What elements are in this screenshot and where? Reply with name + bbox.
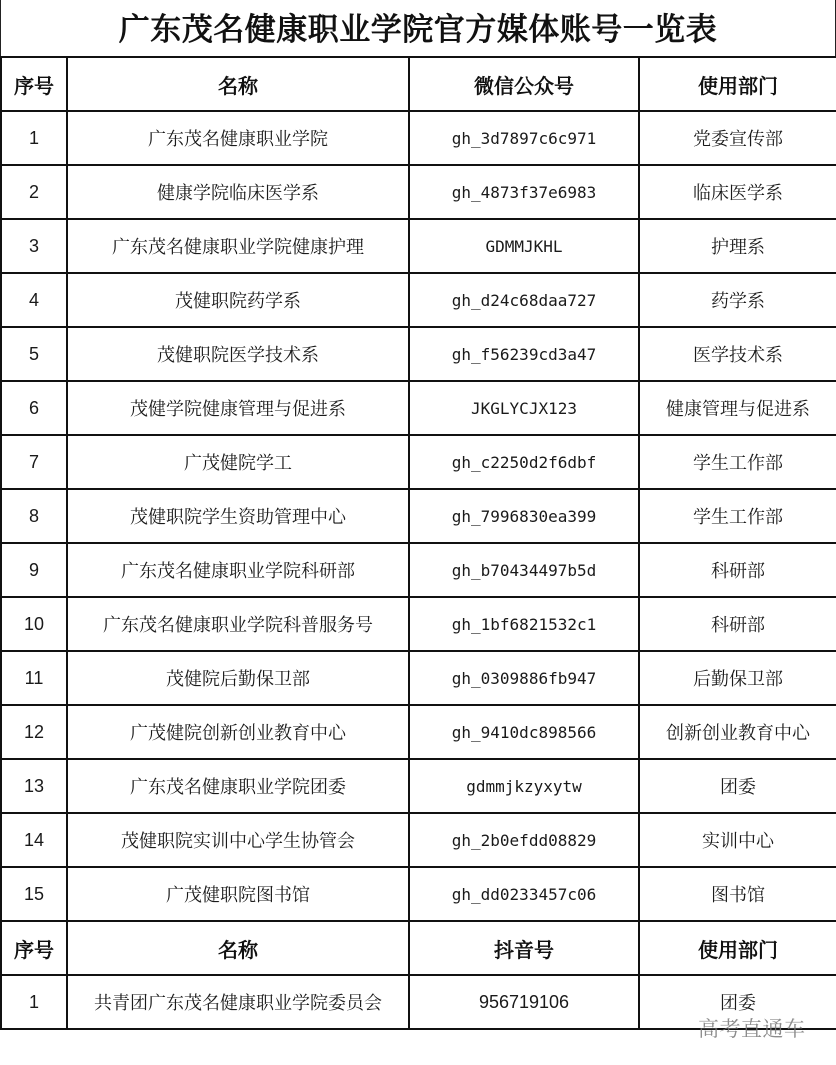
row-account-name: 广茂健院学工 xyxy=(67,435,409,489)
row-department: 创新创业教育中心 xyxy=(639,705,836,759)
table-row xyxy=(1,435,836,489)
table-row xyxy=(1,543,836,597)
row-account-id: gh_4873f37e6983 xyxy=(409,165,639,219)
row-department: 学生工作部 xyxy=(639,489,836,543)
row-account-id: gh_c2250d2f6dbf xyxy=(409,435,639,489)
row-account-id: gdmmjkzyxytw xyxy=(409,759,639,813)
table-row xyxy=(1,813,836,867)
table-row xyxy=(1,705,836,759)
row-account-name: 茂健院后勤保卫部 xyxy=(67,651,409,705)
row-index: 14 xyxy=(1,813,67,867)
row-account-name: 茂健职院药学系 xyxy=(67,273,409,327)
page-title: 广东茂名健康职业学院官方媒体账号一览表 xyxy=(0,0,836,56)
row-index: 13 xyxy=(1,759,67,813)
row-account-name: 茂健学院健康管理与促进系 xyxy=(67,381,409,435)
table-row xyxy=(1,597,836,651)
row-department: 团委 xyxy=(639,975,836,1029)
row-index: 12 xyxy=(1,705,67,759)
header-index: 序号 xyxy=(1,57,67,111)
table-row xyxy=(1,489,836,543)
douyin-header-row xyxy=(1,921,836,975)
header-index: 序号 xyxy=(1,921,67,975)
row-account-name: 广东茂名健康职业学院团委 xyxy=(67,759,409,813)
table-row xyxy=(1,219,836,273)
table-row xyxy=(1,759,836,813)
row-account-name: 广东茂名健康职业学院 xyxy=(67,111,409,165)
row-index: 3 xyxy=(1,219,67,273)
row-department: 党委宣传部 xyxy=(639,111,836,165)
row-index: 2 xyxy=(1,165,67,219)
row-account-id: JKGLYCJX123 xyxy=(409,381,639,435)
header-wechat-account: 微信公众号 xyxy=(409,57,639,111)
table-row xyxy=(1,867,836,921)
wechat-accounts-body xyxy=(1,111,836,921)
row-index: 4 xyxy=(1,273,67,327)
row-account-id: gh_f56239cd3a47 xyxy=(409,327,639,381)
table-row xyxy=(1,111,836,165)
row-department: 护理系 xyxy=(639,219,836,273)
row-index: 5 xyxy=(1,327,67,381)
row-index: 9 xyxy=(1,543,67,597)
table-row xyxy=(1,273,836,327)
row-account-name: 广茂健院创新创业教育中心 xyxy=(67,705,409,759)
header-name: 名称 xyxy=(67,57,409,111)
row-department: 健康管理与促进系 xyxy=(639,381,836,435)
row-index: 6 xyxy=(1,381,67,435)
row-department: 科研部 xyxy=(639,543,836,597)
row-account-id: gh_2b0efdd08829 xyxy=(409,813,639,867)
row-index: 15 xyxy=(1,867,67,921)
table-row xyxy=(1,651,836,705)
row-account-id: GDMMJKHL xyxy=(409,219,639,273)
row-account-name: 广东茂名健康职业学院科研部 xyxy=(67,543,409,597)
row-department: 后勤保卫部 xyxy=(639,651,836,705)
table-row xyxy=(1,327,836,381)
row-account-name: 广茂健职院图书馆 xyxy=(67,867,409,921)
row-index: 8 xyxy=(1,489,67,543)
row-index: 10 xyxy=(1,597,67,651)
row-department: 学生工作部 xyxy=(639,435,836,489)
table-row xyxy=(1,381,836,435)
douyin-accounts-body xyxy=(1,975,836,1029)
row-department: 临床医学系 xyxy=(639,165,836,219)
row-account-name: 广东茂名健康职业学院健康护理 xyxy=(67,219,409,273)
row-account-id: 956719106 xyxy=(409,975,639,1029)
row-account-id: gh_9410dc898566 xyxy=(409,705,639,759)
row-account-id: gh_3d7897c6c971 xyxy=(409,111,639,165)
row-index: 7 xyxy=(1,435,67,489)
row-department: 团委 xyxy=(639,759,836,813)
table-row xyxy=(1,165,836,219)
header-name: 名称 xyxy=(67,921,409,975)
row-account-id: gh_d24c68daa727 xyxy=(409,273,639,327)
row-account-name: 健康学院临床医学系 xyxy=(67,165,409,219)
watermark-text: 高考直通车 xyxy=(698,1017,806,1041)
row-account-id: gh_b70434497b5d xyxy=(409,543,639,597)
row-account-id: gh_7996830ea399 xyxy=(409,489,639,543)
row-account-name: 共青团广东茂名健康职业学院委员会 xyxy=(67,975,409,1029)
table-row xyxy=(1,975,836,1029)
row-index: 11 xyxy=(1,651,67,705)
wechat-header-row xyxy=(1,57,836,111)
row-department: 医学技术系 xyxy=(639,327,836,381)
header-douyin-account: 抖音号 xyxy=(409,921,639,975)
row-account-name: 广东茂名健康职业学院科普服务号 xyxy=(67,597,409,651)
row-account-name: 茂健职院实训中心学生协管会 xyxy=(67,813,409,867)
row-account-id: gh_1bf6821532c1 xyxy=(409,597,639,651)
header-department: 使用部门 xyxy=(639,921,836,975)
row-department: 科研部 xyxy=(639,597,836,651)
row-department: 图书馆 xyxy=(639,867,836,921)
row-account-name: 茂健职院学生资助管理中心 xyxy=(67,489,409,543)
row-account-id: gh_dd0233457c06 xyxy=(409,867,639,921)
row-index: 1 xyxy=(1,111,67,165)
row-index: 1 xyxy=(1,975,67,1029)
header-department: 使用部门 xyxy=(639,57,836,111)
official-accounts-table xyxy=(0,56,836,1030)
row-account-name: 茂健职院医学技术系 xyxy=(67,327,409,381)
row-department: 实训中心 xyxy=(639,813,836,867)
row-department: 药学系 xyxy=(639,273,836,327)
row-account-id: gh_0309886fb947 xyxy=(409,651,639,705)
